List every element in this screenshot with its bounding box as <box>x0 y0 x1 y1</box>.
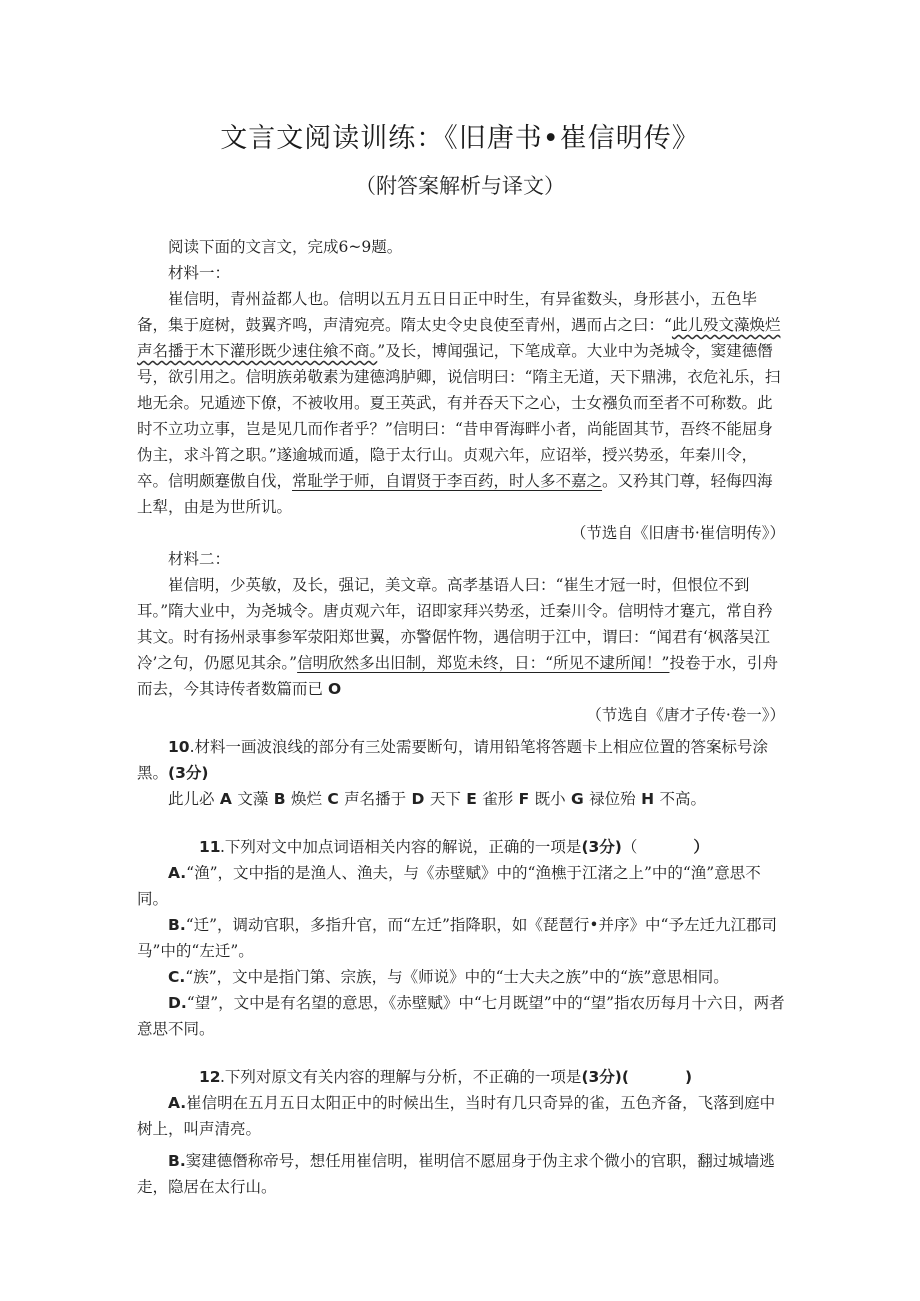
material2-paragraph: 崔信明，少英敏，及长，强记，美文章。高孝基语人曰：“崔生才冠一时，但恨位不到耳。”隋大业中，为尧城令。唐贞观六年，诏即家拜兴势丞，迁秦川令。信明恃才蹇亢，常自矜其文。时有扬州录事参军荥阳郑世翼，亦警倨忤物，遇信明于江中，谓曰：“闻君有‘枫落吴江冷’之句，仍愿见其余。”信明欣然多出旧制，郑览未终，日：“所见不逮所闻！”投卷于水，引舟而去，今其诗传者数篇而已 O <box>137 576 778 698</box>
material2-label: 材料二： <box>168 550 231 568</box>
question-12-options <box>137 1090 785 1200</box>
option-text: “族”，文中是指门第、宗族，与《师说》中的“士大夫之族”中的“族”意思相同。 <box>185 968 729 986</box>
option-text: “望”，文中是有名望的意思，《赤壁赋》中“七月既望”中的“望”指农历每月十六日，两者意思不同。 <box>137 994 785 1038</box>
option-b[interactable] <box>137 1148 785 1200</box>
material1-label: 材料一： <box>168 264 231 282</box>
break-option-E: E <box>460 790 483 808</box>
document-body <box>137 234 785 1206</box>
option-c[interactable] <box>137 964 785 990</box>
material1-source: （节选自《旧唐书·崔信明传》） <box>570 524 785 542</box>
text-segment: 文藻 <box>237 790 269 808</box>
option-text: “迁”，调动官职，多指升官，而“左迁”指降职，如《琵琶行•并序》中“予左迁九江郡司马”中的“左迁”。 <box>137 916 777 960</box>
option-text: “渔”，文中指的是渔人、渔夫，与《赤壁赋》中的“渔樵于江渚之上”中的“渔”意思不同。 <box>137 864 761 908</box>
option-letter: A. <box>168 1094 187 1112</box>
question-10-number: 10 <box>168 738 190 756</box>
option-letter: B. <box>168 1152 186 1170</box>
text-segment: 不高。 <box>659 790 706 808</box>
break-option-G: G <box>565 790 590 808</box>
option-a[interactable] <box>137 860 785 912</box>
question-12: 12.下列对原文有关内容的理解与分析，不正确的一项是(3分)( ) <box>137 1064 785 1090</box>
break-option-D: D <box>406 790 430 808</box>
break-option-C: C <box>321 790 345 808</box>
option-d[interactable] <box>137 990 785 1042</box>
wavy-underlined-passage: 此儿殁文藻焕烂声名播于木下灌形既少速住飨不商。 <box>137 316 781 360</box>
text-segment: 雀形 <box>482 790 514 808</box>
material2-source: （节选自《唐才子传·卷一》） <box>586 706 785 724</box>
break-option-A: A <box>214 790 238 808</box>
option-text: 崔信明在五月五日太阳正中的时候出生，当时有几只奇异的雀，五色齐备，飞落到庭中树上，叫声清亮。 <box>137 1094 776 1138</box>
question-11-options <box>137 860 785 1042</box>
option-a[interactable] <box>137 1090 785 1142</box>
text-segment: 禄位殆 <box>589 790 636 808</box>
intro-line <box>137 234 785 260</box>
question-11: 11.下列对文中加点词语相关内容的解说，正确的一项是(3分)（ ） <box>137 834 785 860</box>
text-segment: 声名播于 <box>344 790 407 808</box>
option-letter: A. <box>168 864 187 882</box>
material1-paragraph: 崔信明，青州益都人也。信明以五月五日日正中时生，有异雀数头，身形甚小，五色毕备，集于庭树，鼓翼齐鸣，声清宛亮。隋太史令史良使至青州，遇而占之曰：“此儿殁文藻焕烂声名播于木下灌形既少速住飨不商。”及长，博闻强记，下笔成章。大业中为尧城令，窦建德僭号，欲引用之。信明族弟敬素为建德鸿胪卿，说信明曰：“隋主无道，天下鼎沸，衣危礼乐，扫地无余。兄遁迹下僚，不被收用。夏王英武，有并吞天下之心，士女襁负而至者不可称数。此时不立功立事，岂是见几而作者乎？”信明曰：“昔申胥海畔小者，尚能固其节，吾终不能屈身伪主，求斗筲之职。”遂逾城而遁，隐于太行山。贞观六年，应诏举，授兴势丞，年秦川令，卒。信明颇蹇傲自伐，常耻学于师，自谓贤于李百药，时人多不嘉之。又矜其门尊，轻侮四海上犁，由是为世所讥。 <box>137 290 781 516</box>
question-10: 10.材料一画波浪线的部分有三处需要断句，请用铅笔将答题卡上相应位置的答案标号涂黑。(3分) <box>137 738 769 782</box>
option-text: 窦建德僭称帝号，想任用崔信明，崔明信不愿屈身于伪主求个微小的官职，翻过城墙逃走，隐居在太行山。 <box>137 1152 775 1196</box>
question-11-number: 11 <box>199 838 221 856</box>
underlined-sentence-1: 常耻学于师，自谓贤于李百药，时人多不嘉之 <box>292 472 603 490</box>
underlined-sentence-2: 信明欣然多出旧制，郑览未终，日：“所见不逮所闻！” <box>297 654 670 672</box>
option-letter: D. <box>168 994 187 1012</box>
break-option-B: B <box>268 790 291 808</box>
option-letter: C. <box>168 968 186 986</box>
document-title: 文言文阅读训练：《旧唐书•崔信明传》 <box>220 123 700 154</box>
document-subtitle: （附答案解析与译文） <box>355 174 565 198</box>
text-segment: 焕烂 <box>290 790 322 808</box>
text-segment: 此儿必 <box>168 790 215 808</box>
question-10-options <box>137 786 785 812</box>
option-b[interactable] <box>137 912 785 964</box>
break-option-H: H <box>635 790 660 808</box>
break-option-F: F <box>513 790 535 808</box>
option-letter: B. <box>168 916 186 934</box>
text-segment: 既小 <box>534 790 566 808</box>
intro-text: 阅读下面的文言文，完成6~9题。 <box>168 238 403 256</box>
text-segment: 天下 <box>429 790 461 808</box>
question-12-number: 12 <box>199 1068 221 1086</box>
